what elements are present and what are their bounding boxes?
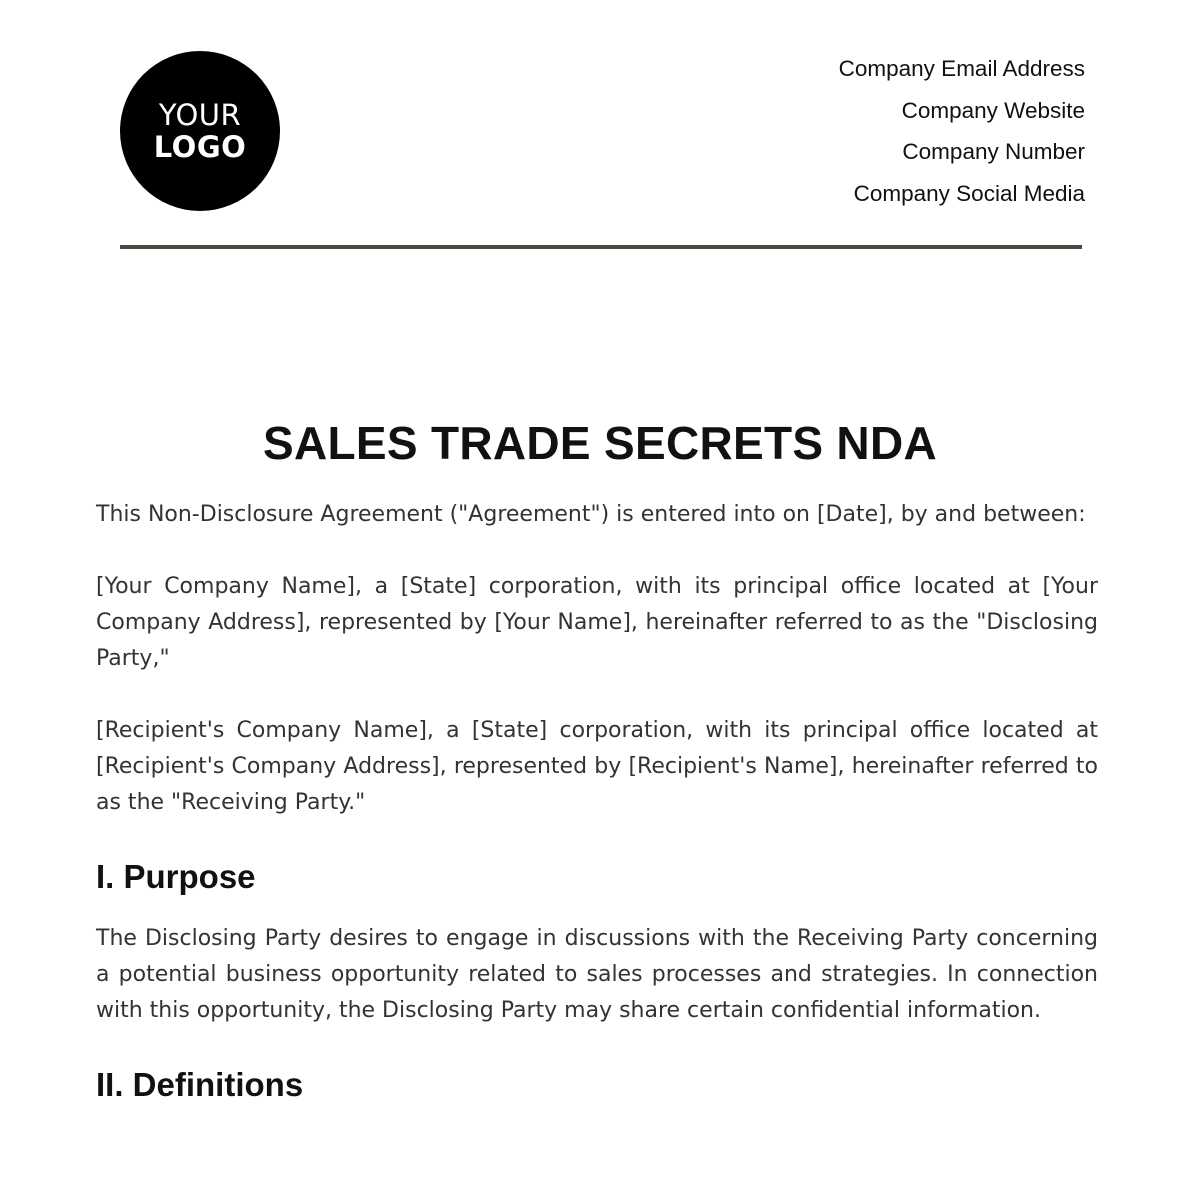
purpose-paragraph: The Disclosing Party desires to engage in discussions with the Receiving Party concerning a potential business opportunity related to sales processes and strategies. In connection with this opportunity, the Disclosing Party may share certain confidential information. [96,926,1098,1023]
company-email: Company Email Address [838,56,1085,81]
company-number: Company Number [902,139,1085,164]
intro-paragraph: This Non-Disclosure Agreement ("Agreement") is entered into on [Date], by and between: [96,502,1086,527]
company-social-media: Company Social Media [853,180,1085,206]
company-website: Company Website [901,97,1085,123]
company-logo [120,51,280,211]
document-body [96,497,1098,1105]
section-heading-purpose: I. Purpose [96,858,256,895]
disclosing-party-paragraph: [Your Company Name], a [State] corporation, with its principal office located at [Your Company Address], represented by [Your Name], hereinafter referred to as the "Disclosing Party," [96,574,1098,671]
receiving-party-paragraph: [Recipient's Company Name], a [State] corporation, with its principal office located at [Recipient's Company Address], represented by [Recipient's Name], hereinafter referred to as the "Receiving Party." [96,718,1098,815]
company-contact-block [839,54,1085,220]
section-heading-definitions: II. Definitions [96,1066,304,1103]
logo-text-your: YOUR [158,97,242,132]
header-divider [120,245,1082,249]
logo-text-logo: LOGO [153,129,247,164]
document-title: SALES TRADE SECRETS NDA [263,417,937,469]
